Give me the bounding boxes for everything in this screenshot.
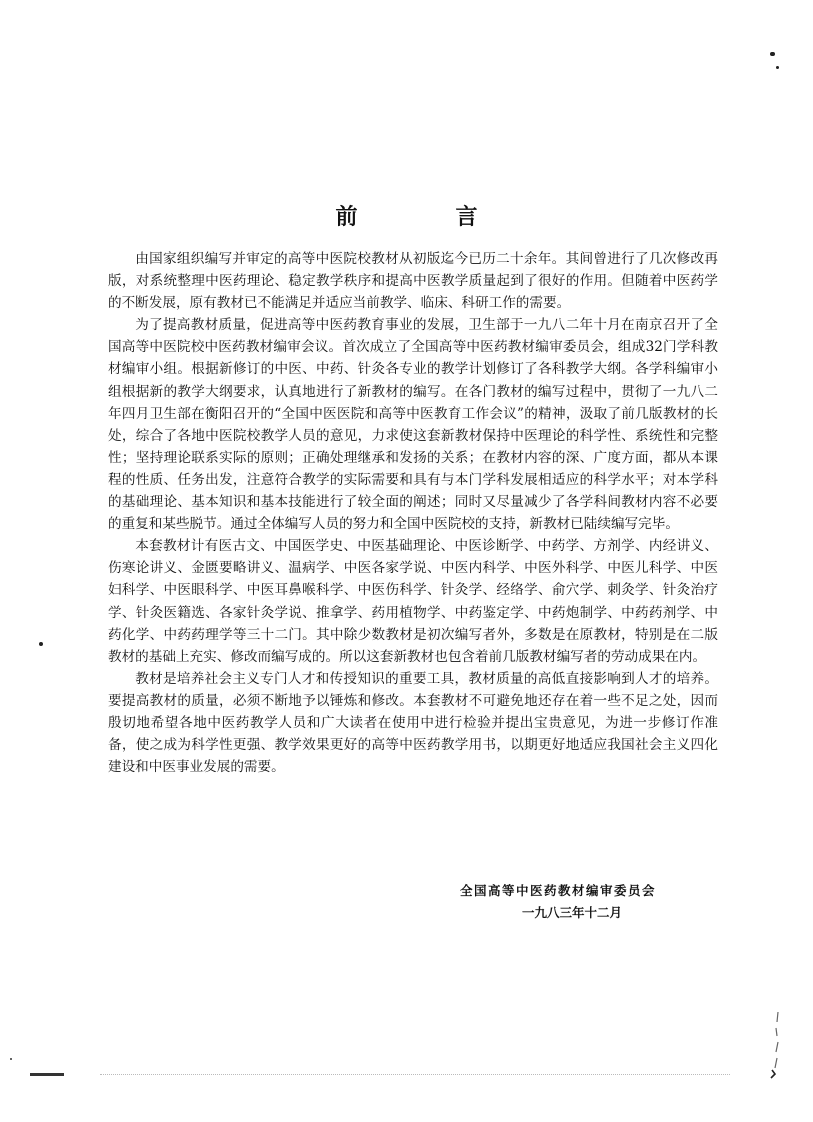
preface-body [108,248,718,778]
signature-block [460,880,720,924]
scan-speck-left [39,642,43,646]
scan-speck-bottom-left [10,1058,12,1060]
signature-committee: 全国高等中医药教材编审委员会 [460,883,657,898]
scan-dash-bottom-left [30,1073,64,1076]
paragraph-1: 由国家组织编写并审定的高等中医院校教材从初版迄今已历二十余年。其间曾进行了几次修改再版，对系统整理中医药理论、稳定教学秩序和提高中医教学质量起到了很好的作用。但随着中医药学的不断发展，原有教材已不能满足并适应当前教学、临床、科研工作的需要。 [108,251,718,312]
scan-dotted-line [100,1074,730,1075]
paragraph-4: 教材是培养社会主义专门人才和传授知识的重要工具，教材质量的高低直接影响到人才的培养。要提高教材的质量，必须不断地予以锤炼和修改。本套教材不可避免地还存在着一些不足之处，因而殷切地希望各地中医药教学人员和广大读者在使用中进行检验并提出宝贵意见，为进一步修订作准备，使之成为科学性更强、教学效果更好的高等中医药教学用书，以期更好地适应我国社会主义四化建设和中医事业发展的需要。 [108,670,718,776]
scan-edge-marks [766,1010,786,1080]
paragraph-3: 本套教材计有医古文、中国医学史、中医基础理论、中医诊断学、中药学、方剂学、内经讲义、伤寒论讲义、金匮要略讲义、温病学、中医各家学说、中医内科学、中医外科学、中医儿科学、中医妇科学、中医眼科学、中医耳鼻喉科学、中医伤科学、针灸学、经络学、俞穴学、刺灸学、针灸治疗学、针灸医籍选、各家针灸学说、推拿学、药用植物学、中药鉴定学、中药炮制学、中药药剂学、中药化学、中药药理学等三十二门。其中除少数教材是初次编写者外，多数是在原教材，特别是在二版教材的基础上充实、修改而编写成的。所以这套新教材也包含着前几版教材编写者的劳动成果在内。 [108,538,718,665]
signature-date: 一九八三年十二月 [522,905,623,920]
scan-speck-top-right-2 [776,66,779,69]
paragraph-2: 为了提高教材质量，促进高等中医药教育事业的发展，卫生部于一九八二年十月在南京召开了全国高等中医院校中医药教材编审会议。首次成立了全国高等中医药教材编审委员会，组成32门学科教材编审小组。根据新修订的中医、中药、针灸各专业的教学计划修订了各科教学大纲。各学科编审小组根据新的教学大纲要求，认真地进行了新教材的编写。在各门教材的编写过程中，贯彻了一九八二年四月卫生部在衡阳召开的“全国中医医院和高等中医教育工作会议”的精神，汲取了前几版教材的长处，综合了各地中医院校教学人员的意见，力求使这套新教材保持中医理论的科学性、系统性和完整性；坚持理论联系实际的原则；正确处理继承和发扬的关系；在教材内容的深、广度方面，都从本课程的性质、任务出发，注意符合教学的实际需要和具有与本门学科发展相适应的科学水平；对本学科的基础理论、基本知识和基本技能进行了较全面的阐述；同时又尽量减少了各学科间教材内容不必要的重复和某些脱节。通过全体编写人员的努力和全国中医院校的支持，新教材已陆续编写完毕。 [108,317,718,533]
scan-speck-top-right [770,52,775,56]
page-title: 前 言 [335,204,516,230]
